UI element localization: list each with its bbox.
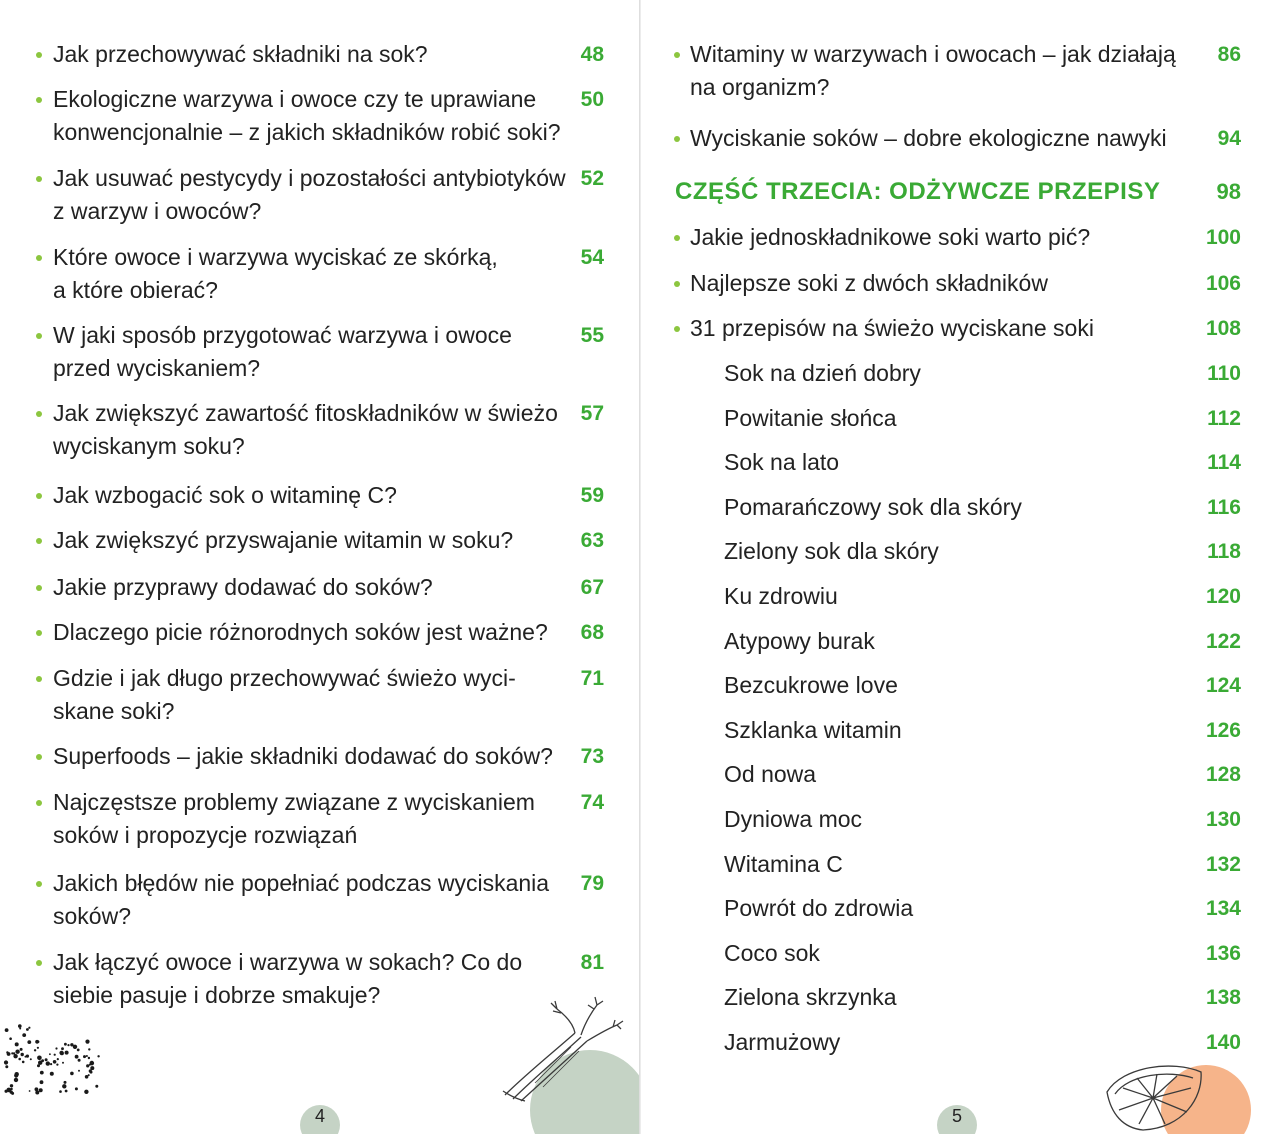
dot	[86, 1055, 88, 1057]
toc-page-number: 140	[1205, 1031, 1241, 1054]
bullet-icon	[36, 333, 42, 339]
dot	[30, 1058, 32, 1060]
toc-entry-title: Jakie jednoskładnikowe soki warto pić?	[690, 224, 1091, 250]
toc-entry-title: Atypowy burak	[724, 627, 875, 654]
dot	[39, 1088, 43, 1092]
toc-entry-title: Jakie przyprawy dodawać do soków?	[53, 574, 433, 600]
toc-entry	[0, 241, 639, 311]
toc-page-number: 138	[1205, 986, 1241, 1010]
bullet-icon	[36, 97, 42, 103]
dot-pattern-decoration	[0, 1020, 110, 1100]
dot	[57, 1058, 59, 1060]
dot	[97, 1055, 99, 1057]
dot	[10, 1085, 12, 1087]
toc-entry-title: Coco sok	[724, 939, 820, 966]
dot	[70, 1043, 73, 1046]
dot	[35, 1091, 39, 1095]
toc-page-number: 112	[1207, 406, 1241, 430]
toc-entry-title: Witaminy w warzywach i owocach – jak działają na organizm?	[690, 41, 1176, 100]
toc-entry	[0, 83, 639, 153]
toc-page-number: 48	[580, 43, 604, 66]
toc-page-number: 71	[580, 667, 604, 690]
bullet-icon	[36, 676, 42, 682]
dot	[14, 1078, 18, 1082]
dot	[50, 1063, 52, 1065]
toc-entry	[0, 397, 639, 467]
dot	[37, 1047, 39, 1049]
toc-page-number: 81	[580, 951, 604, 974]
dot	[18, 1024, 22, 1028]
dot	[45, 1058, 48, 1061]
dot	[22, 1033, 26, 1037]
dot	[90, 1066, 94, 1070]
toc-entry-title: Wyciskanie soków – dobre ekologiczne nawyki	[690, 125, 1167, 151]
toc-entry-title: Witamina C	[724, 850, 843, 877]
dot	[27, 1040, 31, 1044]
toc-entry-title: Jak przechowywać składniki na sok?	[53, 41, 428, 67]
bullet-icon	[36, 493, 42, 499]
toc-entry-title: Jak zwiększyć przyswajanie witamin w soku?	[53, 527, 514, 553]
toc-page-number: 73	[580, 745, 604, 768]
dot	[78, 1059, 81, 1062]
bullet-icon	[36, 630, 42, 636]
toc-page-number: 108	[1205, 317, 1241, 340]
dot	[15, 1072, 19, 1076]
dot	[10, 1088, 12, 1090]
toc-page-number: 98	[1216, 179, 1241, 204]
toc-entry-title: Jak łączyć owoce i warzywa w sokach? Co do siebie pasuje i dobrze smakuje?	[53, 949, 523, 1008]
dot	[40, 1080, 44, 1084]
dot	[28, 1027, 30, 1029]
toc-page-number: 134	[1205, 897, 1241, 921]
dot	[65, 1090, 68, 1093]
dot	[64, 1043, 67, 1046]
toc-entry-title: Jak zwiększyć zawartość fitoskładników w świeżo wyciskanym soku?	[53, 400, 558, 459]
dot	[75, 1055, 79, 1059]
toc-entry	[0, 867, 639, 937]
bullet-icon	[674, 326, 680, 332]
dot	[35, 1040, 39, 1044]
dot	[15, 1042, 19, 1046]
dot	[90, 1071, 93, 1074]
toc-page-number: 55	[580, 324, 604, 347]
dot	[83, 1055, 86, 1058]
toc-page-number: 74	[580, 791, 604, 814]
toc-page-number: 67	[580, 576, 604, 599]
toc-entry-title: Dlaczego picie różnorodnych soków jest ważne?	[53, 619, 548, 645]
toc-page-number: 59	[580, 484, 604, 507]
toc-page-number: 57	[580, 402, 604, 425]
page-number: 4	[314, 1106, 325, 1126]
dot	[95, 1085, 98, 1088]
toc-page-number: 106	[1205, 272, 1241, 295]
dot	[88, 1048, 90, 1050]
toc-entry-title: W jaki sposób przygotować warzywa i owoce przed wyciskaniem?	[53, 322, 512, 381]
toc-entry-title: Zielona skrzynka	[724, 984, 897, 1011]
toc-entry	[0, 162, 639, 232]
toc-page-number: 63	[580, 529, 604, 552]
bullet-icon	[36, 411, 42, 417]
dot	[84, 1090, 88, 1094]
toc-page-number: 114	[1207, 451, 1241, 475]
dot	[5, 1028, 9, 1032]
dot	[15, 1050, 19, 1054]
toc-page-number: 79	[580, 872, 604, 895]
dot	[64, 1081, 67, 1084]
dot	[56, 1064, 58, 1066]
dot	[89, 1064, 91, 1066]
dot	[78, 1070, 80, 1072]
page-number: 5	[951, 1106, 962, 1126]
toc-page-number: 68	[580, 621, 604, 644]
toc-entry-title: Sok na dzień dobry	[724, 360, 921, 386]
bullet-icon	[36, 176, 42, 182]
toc-page-number: 136	[1205, 941, 1241, 965]
dot	[37, 1056, 42, 1061]
toc-entry-title: Bezcukrowe love	[724, 672, 898, 699]
toc-page-number: 120	[1205, 585, 1241, 608]
toc-entry-title: Jak wzbogacić sok o witaminę C?	[53, 482, 397, 508]
right-page	[641, 0, 1280, 1134]
toc-entry-title: Ku zdrowiu	[724, 583, 838, 609]
toc-entry-title: Zielony sok dla skóry	[724, 538, 939, 565]
dot	[21, 1053, 24, 1056]
toc-page-number: 100	[1205, 226, 1241, 249]
dot	[29, 1090, 31, 1092]
toc-entry-title: Najczęstsze problemy związane z wyciskaniem soków i propozycje rozwiązań	[53, 789, 535, 848]
bullet-icon	[36, 255, 42, 261]
citrus-slice-illustration	[1103, 1058, 1213, 1134]
bullet-icon	[36, 585, 42, 591]
dot	[85, 1040, 89, 1044]
left-page	[0, 0, 639, 1134]
dot	[62, 1084, 66, 1088]
toc-entry-title: Sok na lato	[724, 449, 840, 476]
toc-page-number: 128	[1205, 763, 1241, 787]
dot	[54, 1054, 56, 1056]
dot	[75, 1087, 78, 1090]
dot	[34, 1049, 36, 1051]
bullet-icon	[36, 881, 42, 887]
toc-entry-title: Jarmużowy	[724, 1029, 841, 1055]
dot	[59, 1090, 62, 1093]
toc-page-number: 50	[580, 88, 604, 111]
dot	[5, 1065, 8, 1068]
toc-page-number: 52	[580, 167, 604, 190]
bullet-icon	[36, 960, 42, 966]
dot	[88, 1074, 90, 1076]
toc-page-number: 118	[1207, 540, 1241, 564]
dot	[65, 1051, 69, 1055]
bullet-icon	[674, 235, 680, 241]
dot	[50, 1072, 54, 1076]
dot	[59, 1051, 63, 1055]
toc-page-number: 130	[1205, 808, 1241, 831]
dot	[22, 1061, 25, 1064]
celery-illustration	[495, 995, 625, 1105]
dot	[10, 1090, 13, 1093]
toc-entry-title: Powrót do zdrowia	[724, 895, 914, 922]
dot	[49, 1053, 51, 1055]
bullet-icon	[36, 754, 42, 760]
dot	[9, 1037, 12, 1040]
dot	[77, 1049, 80, 1052]
toc-page-number: 116	[1207, 495, 1241, 519]
dot	[70, 1072, 74, 1076]
toc-entry-title: Powitanie słońca	[724, 404, 897, 431]
dot	[6, 1061, 9, 1064]
toc-entry-title: Najlepsze soki z dwóch składników	[690, 270, 1048, 296]
dot	[53, 1060, 57, 1064]
dot	[62, 1062, 64, 1064]
toc-entry-title: Szklanka witamin	[724, 716, 902, 743]
toc-page-number: 132	[1205, 852, 1241, 876]
toc-entry-title: Jak usuwać pestycydy i pozostałości antybiotyków z warzyw i owoców?	[53, 165, 566, 224]
dot	[46, 1061, 50, 1065]
dot	[88, 1057, 90, 1059]
toc-page-number: 110	[1207, 362, 1241, 385]
toc-entry	[0, 786, 639, 856]
dot	[5, 1090, 8, 1093]
dot	[61, 1047, 64, 1050]
bullet-icon	[36, 538, 42, 544]
toc-entry-title: Które owoce i warzywa wyciskać ze skórką, a które obierać?	[53, 244, 498, 303]
bullet-icon	[36, 800, 42, 806]
bullet-icon	[36, 52, 42, 58]
dot	[20, 1048, 23, 1051]
bullet-icon	[674, 52, 680, 58]
toc-page-number: 86	[1217, 43, 1241, 66]
toc-page-number: 94	[1217, 127, 1241, 150]
dot	[67, 1044, 69, 1046]
section-heading: CZĘŚĆ TRZECIA: ODŻYWCZE PRZEPISY	[675, 178, 1161, 205]
toc-entry-title: Superfoods – jakie składniki dodawać do soków?	[53, 743, 553, 769]
toc-page-number: 122	[1205, 629, 1241, 653]
toc-page-number: 126	[1205, 718, 1241, 742]
dot	[41, 1059, 44, 1062]
toc-entry-title: Jakich błędów nie popełniać podczas wyciskania soków?	[53, 870, 550, 929]
toc-entry-title: Pomarańczowy sok dla skóry	[724, 493, 1022, 520]
dot	[6, 1051, 8, 1053]
toc-page-number: 54	[580, 246, 604, 269]
toc-page-number: 124	[1205, 674, 1241, 698]
dot	[25, 1056, 27, 1058]
toc-entry-title: 31 przepisów na świeżo wyciskane soki	[690, 315, 1094, 341]
toc-entry	[0, 662, 639, 732]
toc-entry	[0, 319, 639, 389]
bullet-icon	[674, 281, 680, 287]
toc-entry	[641, 38, 1280, 108]
dot	[55, 1047, 57, 1049]
toc-entry-title: Dyniowa moc	[724, 806, 863, 832]
toc-entry-title: Ekologiczne warzywa i owoce czy te uprawiane konwencjonalnie – z jakich składników robić soki?	[53, 86, 561, 145]
dot	[18, 1058, 21, 1061]
dot	[40, 1071, 44, 1075]
toc-entry-title: Gdzie i jak długo przechowywać świeżo wyci- skane soki?	[53, 665, 516, 724]
bullet-icon	[674, 136, 680, 142]
dot	[13, 1052, 15, 1054]
toc-entry-title: Od nowa	[724, 761, 817, 788]
dot	[26, 1028, 29, 1031]
